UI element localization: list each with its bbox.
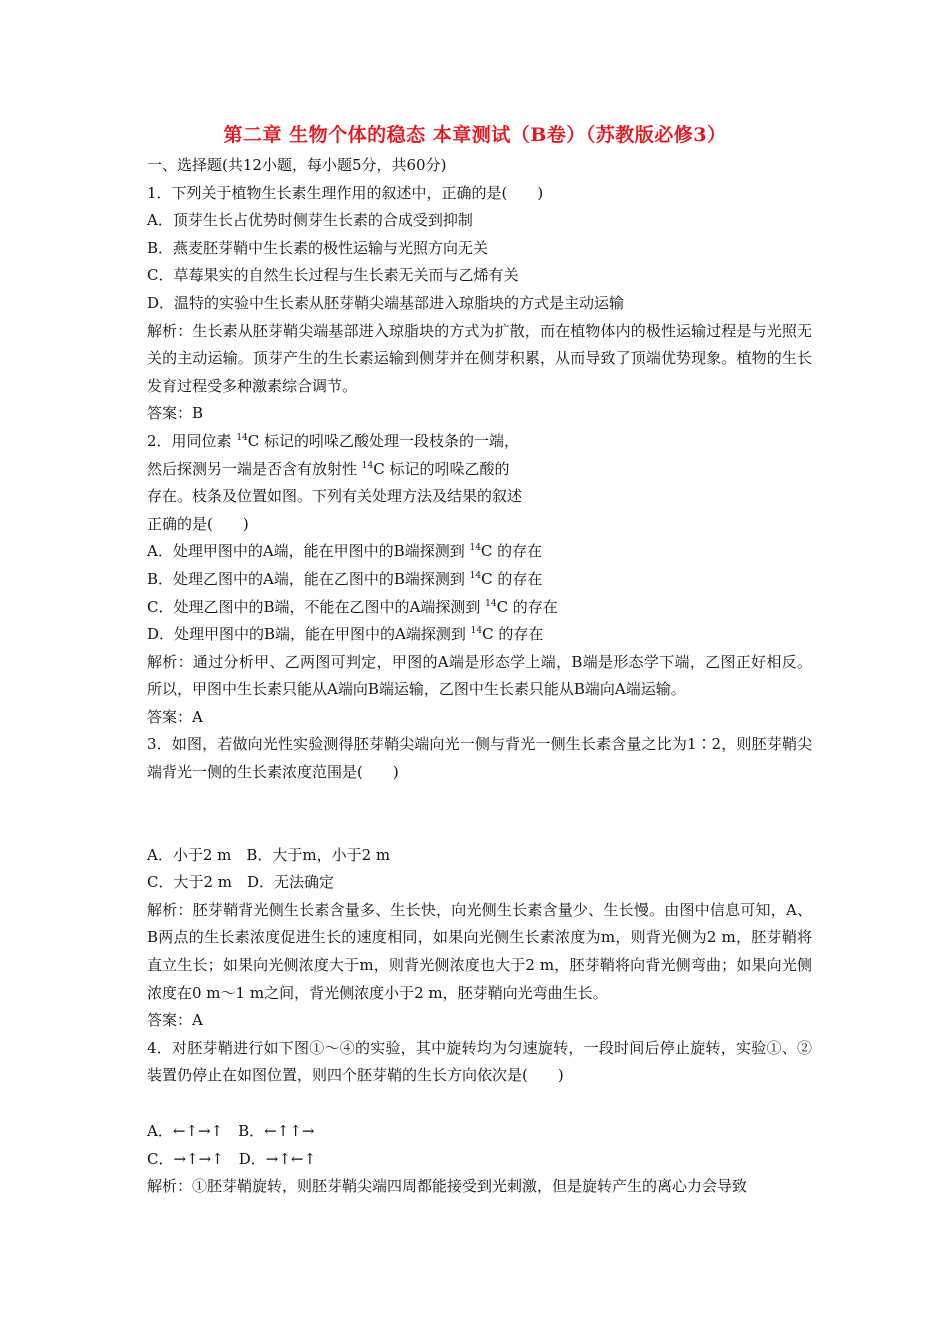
q2-answer: 答案：A [147, 707, 203, 726]
q4-figure-space [147, 1090, 812, 1118]
section-heading: 一、选择题(共12小题，每小题5分，共60分) [147, 156, 447, 174]
q3-analysis: 解析：胚芽鞘背光侧生长素含量多、生长快，向光侧生长素含量少、生长慢。由图中信息可知，A、B两点的生长素浓度促进生长的速度相同，如果向光侧生长素浓度为m，则背光侧为2 m，胚芽鞘将直立生长；如果向光侧浓度大于m，则背光侧浓度也大于2 m，胚芽鞘将向背光侧弯曲；如果向光侧浓度在0 m～1 m之间，背光侧浓度小于2 m，胚芽鞘向光弯曲生长。 [147, 900, 812, 1002]
q2-option-a: A．处理甲图中的A端，能在甲图中的B端探测到 $^{14}$C 的存在 [147, 542, 543, 561]
q1-option-b: B．燕麦胚芽鞘中生长素的极性运输与光照方向无关 [147, 238, 489, 257]
document-body [147, 152, 812, 1201]
q2-analysis: 解析：通过分析甲、乙两图可判定，甲图的A端是形态学上端，B端是形态学下端，乙图正好相反。所以，甲图中生长素只能从A端向B端运输，乙图中生长素只能从B端向A端运输。 [147, 652, 812, 699]
q2-option-b: B．处理乙图中的A端，能在乙图中的B端探测到 $^{14}$C 的存在 [147, 569, 543, 588]
q4-options-cd: C．→↑→↑ D．→↑←↑ [147, 1149, 317, 1168]
q2-option-c: C．处理乙图中的B端，不能在乙图中的A端探测到 $^{14}$C 的存在 [147, 597, 558, 616]
q1-stem: 1．下列关于植物生长素生理作用的叙述中，正确的是( ) [147, 183, 544, 202]
q4-analysis: 解析：①胚芽鞘旋转，则胚芽鞘尖端四周都能接受到光刺激，但是旋转产生的离心力会导致 [147, 1177, 748, 1196]
q3-options-ab: A．小于2 m B．大于m，小于2 m [147, 845, 391, 864]
q2-stem-line1: 2．用同位素 $^{14}$C 标记的吲哚乙酸处理一段枝条的一端， [147, 431, 520, 450]
q2-stem-line2: 然后探测另一端是否含有放射性 $^{14}$C 标记的吲哚乙酸的 [147, 459, 510, 478]
q4-options-ab: A．←↑→↑ B．←↑↑→ [147, 1122, 315, 1140]
q1-analysis: 解析：生长素从胚芽鞘尖端基部进入琼脂块的方式为扩散，而在植物体内的极性运输过程是与光照无关的主动运输。顶芽产生的生长素运输到侧芽并在侧芽积累，从而导致了顶端优势现象。植物的生长发育过程受多种激素综合调节。 [147, 321, 812, 395]
q1-option-a: A．顶芽生长占优势时侧芽生长素的合成受到抑制 [147, 211, 473, 230]
q2-stem-line3: 存在。枝条及位置如图。下列有关处理方法及结果的叙述 [147, 487, 523, 506]
q3-options-cd: C．大于2 m D．无法确定 [147, 873, 335, 892]
q3-figure-space [147, 787, 812, 842]
q3-stem: 3．如图，若做向光性实验测得胚芽鞘尖端向光一侧与背光一侧生长素含量之比为1∶2，则胚芽鞘尖端背光一侧的生长素浓度范围是( ) [147, 735, 812, 782]
q1-option-d: D．温特的实验中生长素从胚芽鞘尖端基部进入琼脂块的方式是主动运输 [147, 293, 625, 312]
q4-stem: 4．对胚芽鞘进行如下图①～④的实验，其中旋转均为匀速旋转，一段时间后停止旋转，实验①、②装置仍停止在如图位置，则四个胚芽鞘的生长方向依次是( ) [147, 1038, 812, 1085]
document-title: 第二章 生物个体的稳态 本章测试（B卷）（苏教版必修3） [223, 124, 727, 146]
q1-answer: 答案：B [147, 404, 204, 423]
q3-answer: 答案：A [147, 1011, 203, 1030]
q1-option-c: C．草莓果实的自然生长过程与生长素无关而与乙烯有关 [147, 266, 519, 285]
q2-option-d: D．处理甲图中的B端，能在甲图中的A端探测到 $^{14}$C 的存在 [147, 625, 544, 644]
q2-stem-line4: 正确的是( ) [147, 514, 249, 533]
